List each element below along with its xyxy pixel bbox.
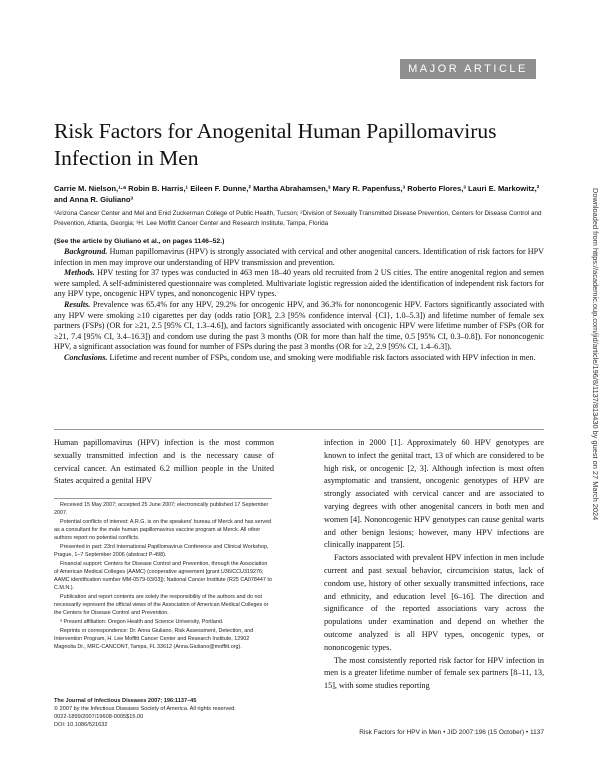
journal-info bbox=[54, 697, 272, 729]
right-paragraph-3: The most consistently reported risk factor for HPV infection in men is a greater lifetime number of female sex partners [8–11, 13, 15], with some studies reporting bbox=[324, 655, 544, 691]
footnote-presented: Presented in part: 23rd International Papillomavirus Conference and Clinical Workshop, Prague, 1–7 September 2006 (abstract P-498). bbox=[54, 544, 269, 558]
journal-doi: DOI: 10.1086/521632 bbox=[54, 722, 108, 728]
right-column bbox=[324, 437, 544, 693]
journal-copyright: © 2007 by the Infectious Diseases Society of America. All rights reserved. bbox=[54, 706, 236, 712]
right-paragraph-2: Factors associated with prevalent HPV infection in men include current and past sexual behavior, circumcision status, lack of condom use, history of other sexually transmitted infections, race and ethnicity, and education level [6–16]. The direction and significance of the reported associations vary across the populations under examination and depend on whether the outcome analyzed is all HPV types, oncogenic types, or nononcogenic types. bbox=[324, 553, 544, 652]
footnote-conflicts: Potential conflicts of interest: A.R.G. is on the speakers' bureau of Merck and has served as a consultant for the male human papillomavirus vaccine program at Merck. All other authors report no potential conflicts. bbox=[54, 519, 272, 541]
page-footer: Risk Factors for HPV in Men • JID 2007:196 (15 October) • 1137 bbox=[359, 729, 544, 736]
abstract-divider bbox=[54, 429, 544, 430]
abstract-methods: Methods. HPV testing for 37 types was conducted in 463 men 18–40 years old recruited from 2 US cities. The entire anogenital region and semen were sampled. A self-administered questionnaire was completed. Multivariate logistic regression aided the identification of independent risk factors for any HPV type, oncogenic HPV types, and nononcogenic HPV types. bbox=[54, 268, 544, 299]
footnote-correspondence: Reprints or correspondence: Dr. Anna Giuliano, Risk Assessment, Detection, and Intervention Program, H. Lee Moffitt Cancer Center and Research Institute, 12902 Magnolia Dr., MRC-CANCONT, Tampa, FL 33612 (Anna.Giuliano@moffitt.org). bbox=[54, 628, 254, 650]
article-type-banner: MAJOR ARTICLE bbox=[400, 59, 536, 79]
author-affiliations: ¹Arizona Cancer Center and Mel and Enid Zuckerman College of Public Health, Tucson; ²Division of Sexually Transmitted Disease Prevention, Centers for Disease Control and Prevention, Atlanta, Georgia; ³H. Lee Moffitt Cancer Center and Research Institute, Tampa, Florida bbox=[54, 210, 542, 227]
journal-name: The Journal of Infectious Diseases 2007; 196:1137–45 bbox=[54, 698, 197, 704]
download-watermark: Downloaded from https://academic.oup.com/jid/article/196/8/1137/813430 by guest on 27 March 2024 bbox=[591, 188, 600, 521]
abstract bbox=[54, 247, 544, 364]
footnote-support: Financial support: Centers for Disease Control and Prevention, through the Association of American Medical Colleges (AAMC) (cooperative agreement [grant U36/CCU319276; AAMC identification number MM-0579-03/03]); National Cancer Institute (R25 CA078447 to C.M.N.). bbox=[54, 561, 272, 591]
footnote-divider bbox=[54, 498, 272, 499]
related-article-note: (See the article by Giuliano et al., on pages 1146–52.) bbox=[54, 238, 225, 245]
footnote-disclaimer: Publication and report contents are solely the responsibility of the authors and do not necessarily represent the official views of the Association of American Medical Colleges or the Centers for Disease Control and Prevention. bbox=[54, 594, 269, 616]
footnote-affiliation: ᵃ Present affiliation: Oregon Health and Science University, Portland. bbox=[60, 619, 224, 625]
abstract-conclusions: Conclusions. Lifetime and recent number of FSPs, condom use, and smoking were modifiable risk factors associated with HPV infection in men. bbox=[64, 352, 536, 362]
journal-issn: 0022-1899/2007/19608-0005$15.00 bbox=[54, 714, 144, 720]
footnote-received: Received 15 May 2007; accepted 25 June 2007; electronically published 17 September 2007. bbox=[54, 502, 269, 516]
intro-paragraph: Human papillomavirus (HPV) infection is the most common sexually transmitted infection and is the necessary cause of cervical cancer. An estimated 6.2 million people in the United States acquired a genital HPV bbox=[54, 438, 274, 486]
author-list: Carrie M. Nielson,¹·ᵃ Robin B. Harris,¹ Eileen F. Dunne,² Martha Abrahamsen,³ Mary R. Papenfuss,³ Roberto Flores,³ Lauri E. Markowitz,² and Anna R. Giuliano³ bbox=[54, 184, 540, 204]
left-column bbox=[54, 437, 274, 488]
article-title: Risk Factors for Anogenital Human Papillomavirus Infection in Men bbox=[54, 119, 497, 170]
right-paragraph-1: infection in 2000 [1]. Approximately 60 HPV genotypes are known to infect the genital tract, 13 of which are considered to be high risk, or oncogenic [2, 3]. Although infection is most often asymptomatic and transient, oncogenic genotypes of HPV are strongly associated with cervical cancer and are associated to varying degrees with other anogenital cancers in both men and women [4]. Nononcogenic HPV genotypes can cause genital warts and other benign lesions; however, many HPV infections are clinically inapparent [5]. bbox=[324, 438, 544, 550]
abstract-background: Background. Human papillomavirus (HPV) is strongly associated with cervical and other anogenital cancers. Identification of risk factors for HPV infection in men may improve our understanding of HPV transmission and prevention. bbox=[54, 247, 544, 267]
abstract-results: Results. Prevalence was 65.4% for any HPV, 29.2% for oncogenic HPV, and 36.3% for nononcogenic HPV. Factors significantly associated with any HPV were smoking ≥10 cigarettes per day (odds ratio [OR], 2.3 [95% confidence interval {CI}, 1.0–5.3]) and lifetime number of female sex partners (FSPs) (OR for ≥21, 2.5 [95% CI, 1.3–4.6]), and factors significantly associated with oncogenic HPV were lifetime number of FSPs (OR for ≥21, 7.4 [95% CI, 3.4–16.3]) and condom use during the past 3 months (OR for more than half the time, 0.5 [95% CI, 0.3–0.8]). For nononcogenic HPV, a significant association was found for number of FSPs during the past 3 months (OR for ≥2, 2.9 [95% CI, 1.4–6.3]). bbox=[54, 299, 544, 352]
footnotes bbox=[54, 501, 272, 652]
